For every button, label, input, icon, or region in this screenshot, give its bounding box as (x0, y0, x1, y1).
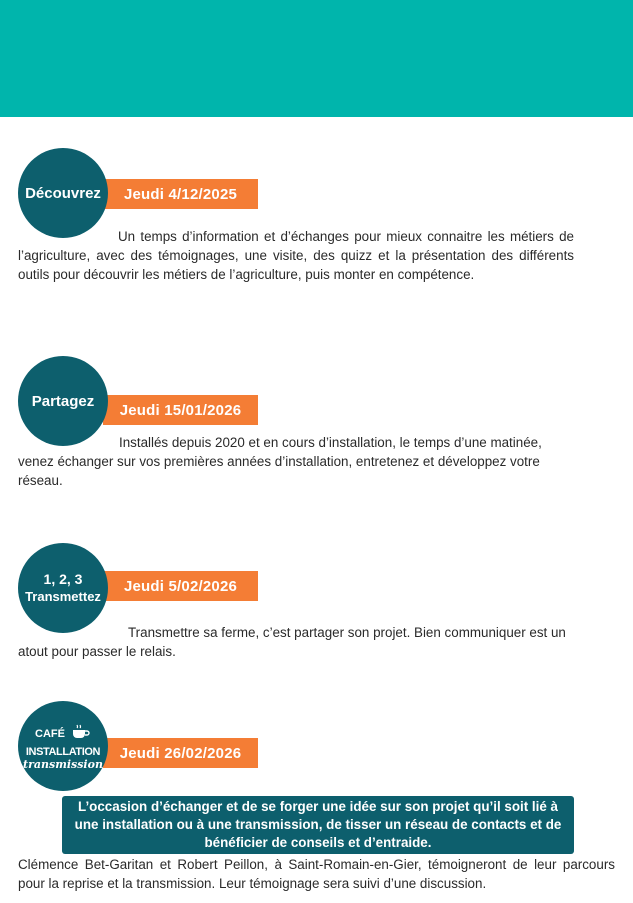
badge-label: Découvrez (25, 184, 101, 202)
coffee-cup-icon (71, 724, 91, 745)
date-label: Jeudi 26/02/2026 (119, 744, 242, 762)
top-banner (0, 0, 633, 117)
event-description-text: Transmettre sa ferme, c’est partager son projet. Bien communiquer est un atout pour passer le relais. (18, 625, 566, 659)
date-tag (103, 571, 258, 601)
event-description (18, 855, 615, 893)
event-description-text: Un temps d’information et d’échanges pour mieux connaitre les métiers de l’agriculture, avec des témoignages, une visite, des quizz et la présentation des différents outils pour découvrir les métiers de l’agriculture, puis monter en compétence. (18, 229, 574, 282)
highlight-box (62, 796, 574, 854)
badge-label-line1: 1, 2, 3 (43, 571, 83, 587)
highlight-text: L’occasion d’échanger et de se forger une idée sur son projet qu’il soit lié à une installation ou à une transmission, de tisser un réseau de contacts et de bénéficier de conseils et d’entraide. (74, 799, 562, 850)
date-tag (103, 395, 258, 425)
event-description (18, 433, 578, 490)
transmission-label: transmission (23, 757, 103, 771)
date-tag (103, 179, 258, 209)
event-description (18, 623, 578, 661)
date-tag (103, 738, 258, 768)
badge-label-line2: Transmettez (25, 589, 101, 604)
date-label: Jeudi 15/01/2026 (119, 401, 242, 419)
event-description (18, 227, 574, 284)
badge-decouvrez (18, 148, 108, 238)
cafe-row (35, 724, 91, 745)
cafe-label: CAFÉ (35, 728, 65, 740)
date-label: Jeudi 5/02/2026 (123, 577, 238, 595)
badge-partagez (18, 356, 108, 446)
badge-cafe-installation-transmission (18, 701, 108, 791)
event-description-text: Installés depuis 2020 et en cours d’installation, le temps d’une matinée, venez échanger sur vos premières années d’installation, entretenez et développez votre réseau. (18, 435, 542, 488)
installation-label: INSTALLATION (25, 745, 101, 758)
badge-transmettez (18, 543, 108, 633)
event-description-text: Clémence Bet-Garitan et Robert Peillon, à Saint-Romain-en-Gier, témoigneront de leur parcours pour la reprise et la transmission. Leur témoignage sera suivi d’une discussion. (18, 857, 615, 891)
badge-label: Partagez (31, 392, 95, 410)
date-label: Jeudi 4/12/2025 (123, 185, 238, 203)
